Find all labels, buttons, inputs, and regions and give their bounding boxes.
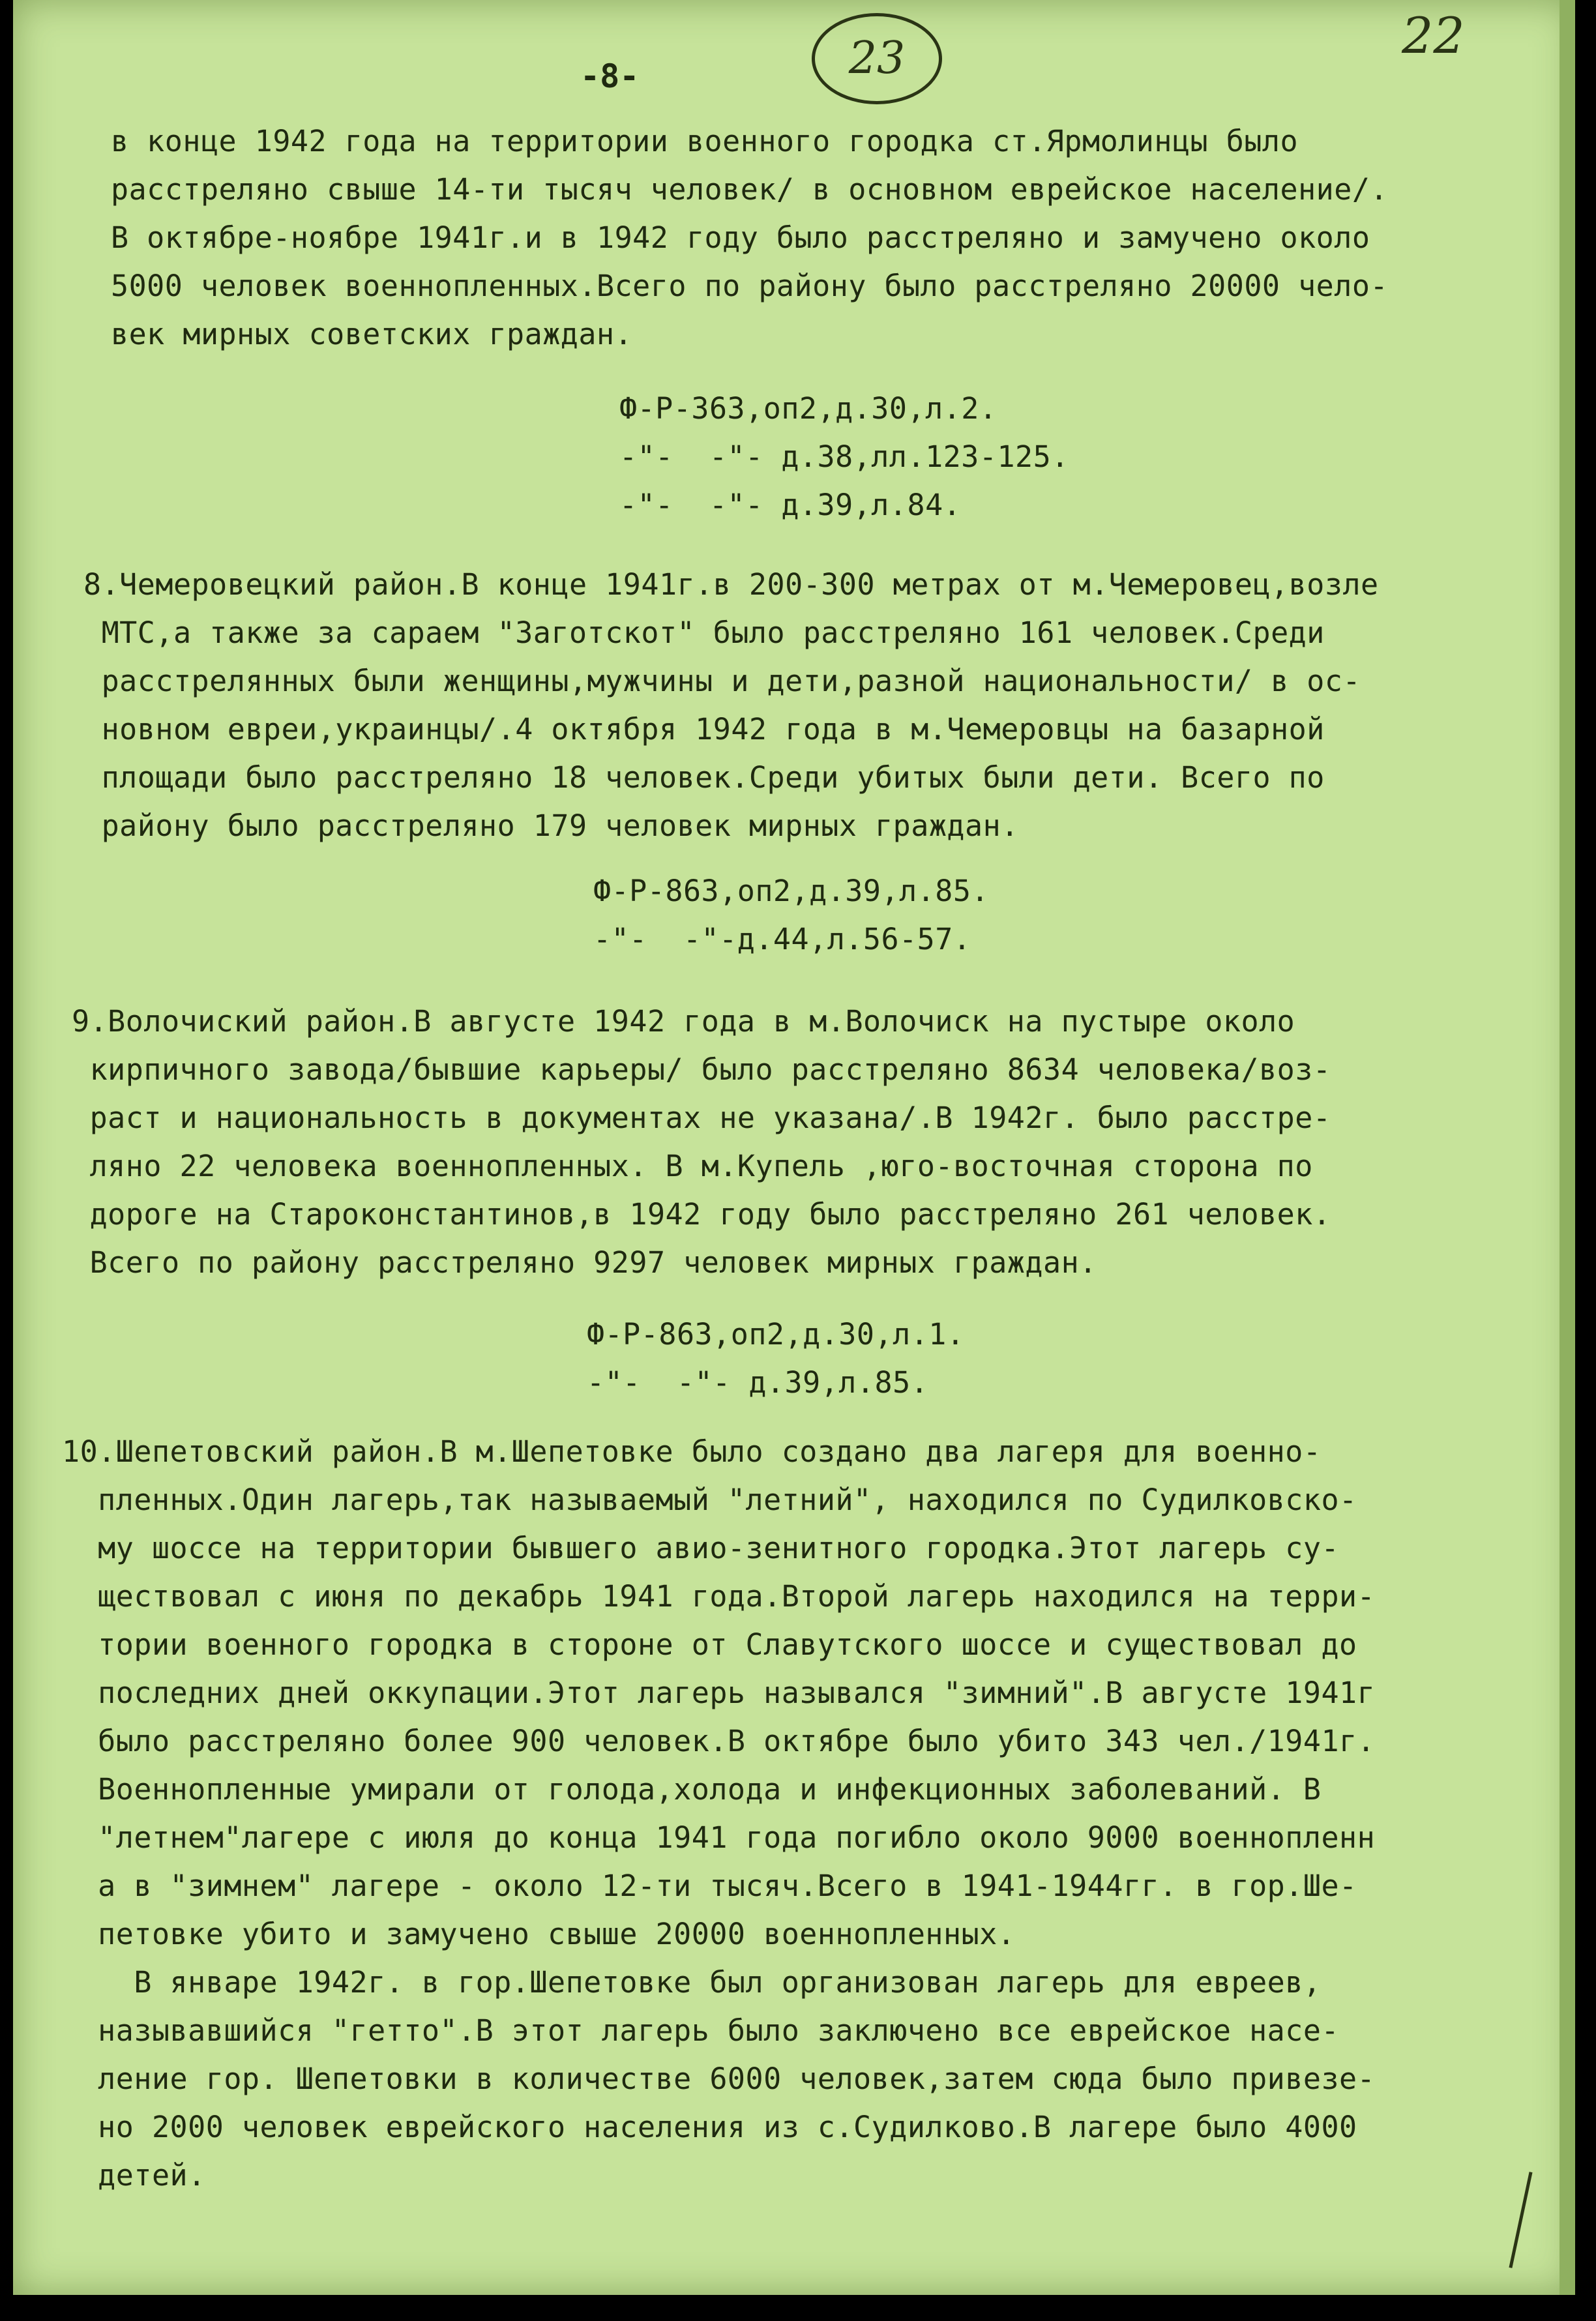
paragraph-10-line-5: тории военного городка в стороне от Славутского шоссе и существовал до	[62, 1627, 1357, 1662]
paragraph-8-line-2: МТС,а также за сараем "Заготскот" было расстреляно 161 человек.Среди	[83, 615, 1325, 650]
paragraph-9-line-3: раст и национальность в документах не указана/.В 1942г. было расстре-	[72, 1101, 1331, 1135]
paragraph-9-line-4: ляно 22 человека военнопленных. В м.Купель ,юго-восточная сторона по	[72, 1149, 1313, 1183]
paragraph-9-line-2: кирпичного завода/бывшие карьеры/ было расстреляно 8634 человека/воз-	[72, 1052, 1331, 1087]
paragraph-10-line-12: В январе 1942г. в гор.Шепетовке был организован лагерь для евреев,	[62, 1965, 1322, 2000]
archive-reference: Ф-Р-863,оп2,д.39,л.85.	[593, 874, 990, 908]
archive-reference: Ф-Р-863,оп2,д.30,л.1.	[587, 1317, 965, 1352]
paragraph-1-line-1: в конце 1942 года на территории военного городка ст.Ярмолинцы было	[111, 124, 1299, 158]
paragraph-10-line-2: пленных.Один лагерь,так называемый "летний", находился по Судилковско-	[62, 1483, 1357, 1517]
paragraph-10-line-16: детей.	[62, 2158, 206, 2193]
paragraph-9-line-6: Всего по району расстреляно 9297 человек мирных граждан.	[72, 1245, 1097, 1280]
paragraph-10-line-4: ществовал с июня по декабрь 1941 года.Второй лагерь находился на терри-	[62, 1579, 1376, 1614]
archive-reference: -"- -"- д.39,л.85.	[587, 1365, 929, 1400]
paragraph-1-line-2: расстреляно свыше 14-ти тысяч человек/ в основном еврейское население/.	[111, 172, 1389, 207]
page-number: -8-	[580, 57, 640, 95]
paragraph-8-line-5: площади было расстреляно 18 человек.Среди убитых были дети. Всего по	[83, 760, 1325, 795]
page-edge	[1559, 0, 1575, 2295]
paragraph-8-line-4: новном евреи,украинцы/.4 октября 1942 года в м.Чемеровцы на базарной	[83, 712, 1325, 747]
margin-pen-stroke	[1509, 2172, 1532, 2268]
paragraph-10-line-14: ление гор. Шепетовки в количестве 6000 человек,затем сюда было привезе-	[62, 2062, 1376, 2096]
paragraph-10-line-15: но 2000 человек еврейского населения из с.Судилково.В лагере было 4000	[62, 2110, 1357, 2144]
paragraph-1-line-3: В октябре-ноябре 1941г.и в 1942 году было расстреляно и замучено около	[111, 220, 1370, 255]
paragraph-10-line-13: называвшийся "гетто".В этот лагерь было заключено все еврейское насе-	[62, 2013, 1340, 2048]
archive-reference: Ф-Р-363,оп2,д.30,л.2.	[619, 391, 998, 426]
paragraph-1-line-5: век мирных советских граждан.	[111, 317, 633, 351]
paragraph-10-line-9: "летнем"лагере с июля до конца 1941 года погибло около 9000 военнопленн	[62, 1820, 1376, 1855]
paragraph-10-line-3: му шоссе на территории бывшего авио-зенитного городка.Этот лагерь су-	[62, 1531, 1340, 1565]
document-page	[13, 0, 1575, 2295]
folio-stamp	[812, 13, 942, 104]
paragraph-8-line-1: 8.Чемеровецкий район.В конце 1941г.в 200-300 метрах от м.Чемеровец,возле	[83, 567, 1379, 602]
paragraph-10-line-1: 10.Шепетовский район.В м.Шепетовке было создано два лагеря для военно-	[62, 1434, 1322, 1469]
paragraph-8-line-3: расстрелянных были женщины,мужчины и дети,разной национальности/ в ос-	[83, 664, 1361, 698]
folio-handwritten-number: 22	[1402, 7, 1465, 65]
paragraph-10-line-8: Военнопленные умирали от голода,холода и инфекционных заболеваний. В	[62, 1772, 1322, 1807]
paragraph-1-line-4: 5000 человек военнопленных.Всего по району было расстреляно 20000 чело-	[111, 269, 1389, 303]
paragraph-10-line-7: было расстреляно более 900 человек.В октябре было убито 343 чел./1941г.	[62, 1724, 1376, 1758]
archive-reference: -"- -"- д.39,л.84.	[619, 488, 962, 522]
paragraph-10-line-10: а в "зимнем" лагере - около 12-ти тысяч.Всего в 1941-1944гг. в гор.Ше-	[62, 1869, 1357, 1903]
archive-reference: -"- -"-д.44,л.56-57.	[593, 922, 971, 956]
archive-reference: -"- -"- д.38,лл.123-125.	[619, 439, 1069, 474]
folio-stamp-number: 23	[848, 33, 906, 84]
paragraph-8-line-6: району было расстреляно 179 человек мирных граждан.	[83, 808, 1019, 843]
paragraph-10-line-11: петовке убито и замучено свыше 20000 военнопленных.	[62, 1917, 1016, 1951]
paragraph-9-line-1: 9.Волочиский район.В августе 1942 года в м.Волочиск на пустыре около	[72, 1004, 1295, 1039]
paragraph-10-line-6: последних дней оккупации.Этот лагерь назывался "зимний".В августе 1941г	[62, 1676, 1376, 1710]
paragraph-9-line-5: дороге на Староконстантинов,в 1942 году было расстреляно 261 человек.	[72, 1197, 1331, 1232]
